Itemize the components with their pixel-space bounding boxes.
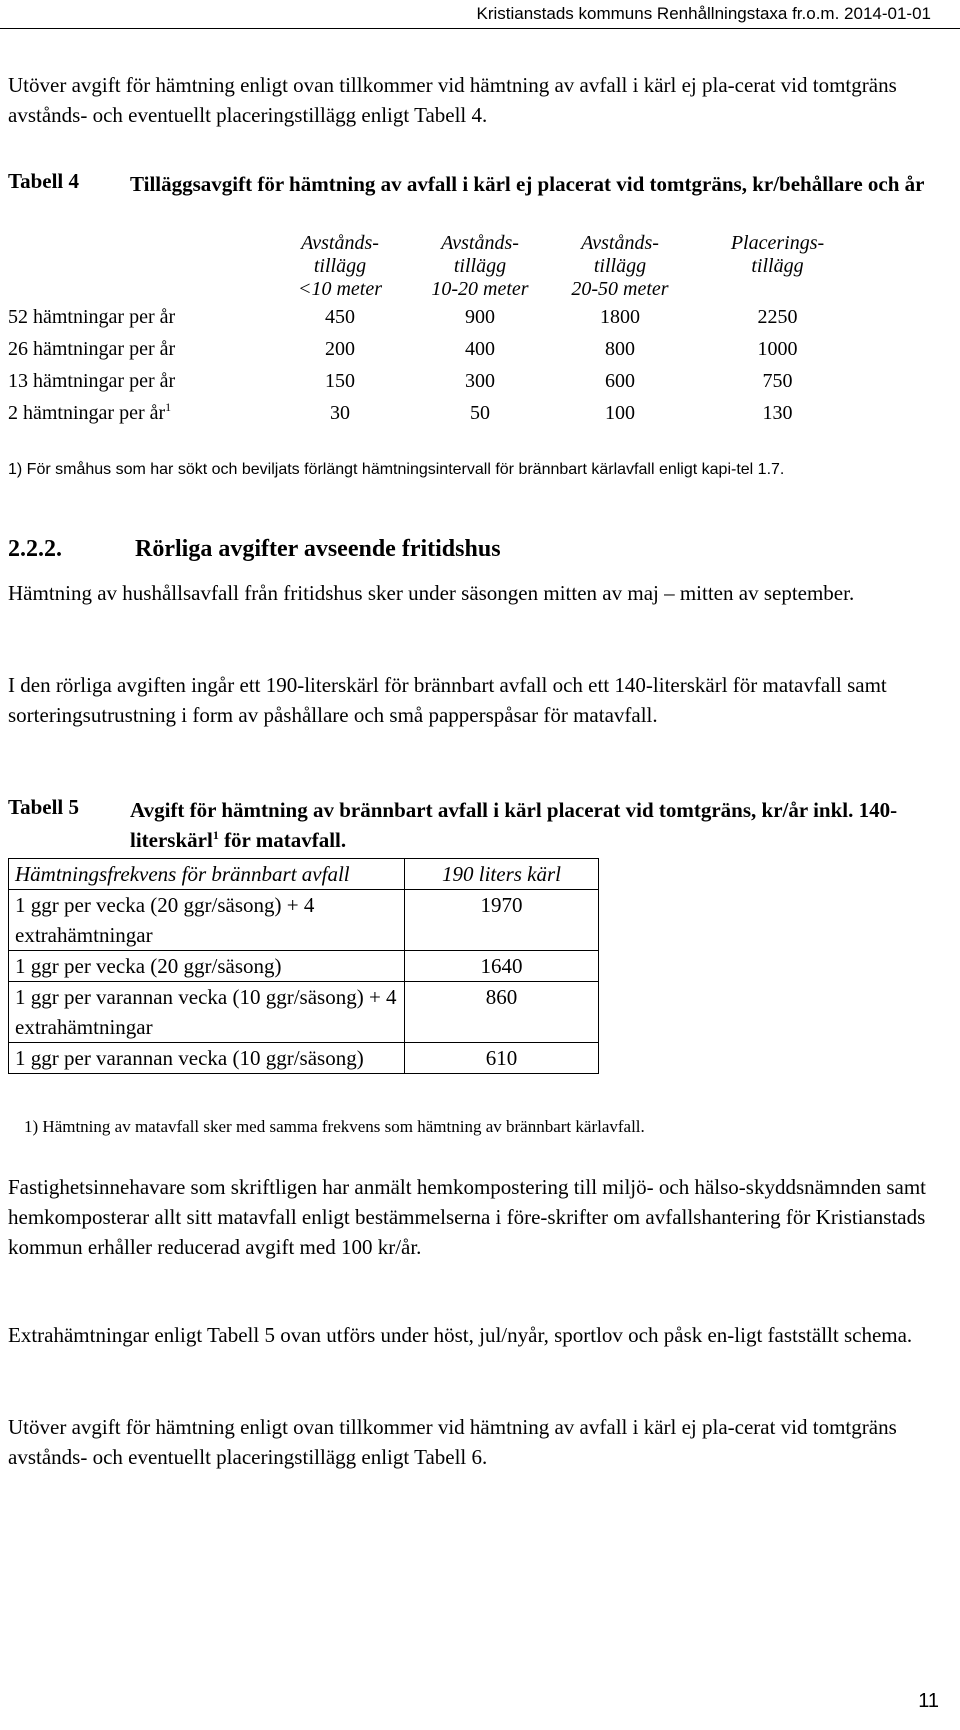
table4 <box>8 232 865 429</box>
table-cell: 2250 <box>757 305 798 328</box>
table-row <box>9 951 599 982</box>
table5-header-cell: 190 liters kärl <box>405 859 599 890</box>
table-cell: 130 <box>762 401 793 424</box>
table-cell: 1640 <box>405 951 599 982</box>
section-title: Rörliga avgifter avseende fritidshus <box>135 536 501 562</box>
table-cell: 800 <box>605 337 635 360</box>
table4-header-cell: Placerings- tillägg <box>730 232 825 277</box>
row-label: 26 hämtningar per år <box>8 337 176 360</box>
row-label: 13 hämtningar per år <box>8 369 176 392</box>
row-label: 1 ggr per vecka (20 ggr/säsong) + 4 extrahämtningar <box>9 890 405 951</box>
table5-caption: Avgift för hämtning av brännbart avfall i kärl placerat vid tomtgräns, kr/år inkl. 140-literskärl$^1$ för matavfall. <box>130 798 898 852</box>
table-row <box>9 890 599 951</box>
footnote-marker: 1 <box>212 828 219 842</box>
table-row <box>9 982 599 1043</box>
row-label: 52 hämtningar per år <box>8 305 176 328</box>
running-header: Kristianstads kommuns Renhållningstaxa fr.o.m. 2014-01-01 <box>476 4 931 23</box>
table-row <box>9 1043 599 1074</box>
header-rule <box>0 28 960 29</box>
table-cell: 610 <box>405 1043 599 1074</box>
table-cell: 750 <box>762 369 793 392</box>
table4-header-cell: Avstånds- tillägg <10 meter <box>297 232 383 300</box>
table5-header-cell: Hämtningsfrekvens för brännbart avfall <box>9 859 405 890</box>
table-cell: 1000 <box>757 337 798 360</box>
table-cell: 600 <box>605 369 635 392</box>
page-number: 11 <box>918 1690 939 1712</box>
table-row <box>8 301 865 333</box>
table4-header-empty <box>8 232 270 301</box>
table4-caption: Tilläggsavgift för hämtning av avfall i kärl ej placerat vid tomtgräns, kr/behållare och år <box>130 172 925 196</box>
table4-header-row <box>8 232 865 301</box>
table5 <box>8 858 599 1074</box>
table-cell: 150 <box>325 369 355 392</box>
table5-footnote: 1) Hämtning av matavfall sker med samma frekvens som hämtning av brännbart kärlavfall. <box>24 1117 645 1136</box>
extra-pickup-paragraph: Extrahämtningar enligt Tabell 5 ovan utförs under höst, jul/nyår, sportlov och påsk en-ligt fastställt schema. <box>8 1323 913 1347</box>
table-cell: 900 <box>465 305 495 328</box>
table-cell: 1800 <box>600 305 640 328</box>
table4-footnote: 1) För småhus som har sökt och beviljats förlängt hämtningsintervall för brännbart kärlavfall enligt kapi-tel 1.7. <box>8 461 785 478</box>
row-label: 1 ggr per varannan vecka (10 ggr/säsong) + 4 extrahämtningar <box>9 982 405 1043</box>
row-label: 2 hämtningar per $år^1$ <box>8 399 172 424</box>
footnote-marker: 1 <box>165 399 172 414</box>
outro-paragraph: Utöver avgift för hämtning enligt ovan tillkommer vid hämtning av avfall i kärl ej pla-cerat vid tomtgräns avstånds- och eventuellt placeringstillägg enligt Tabell 6. <box>8 1415 897 1469</box>
section-paragraph-2: I den rörliga avgiften ingår ett 190-literskärl för brännbart avfall och ett 140-literskärl för matavfall samt sorteringsutrustning i form av påshållare och små papperspåsar för matavfall. <box>8 673 887 727</box>
table-cell: 200 <box>325 337 355 360</box>
table-cell: 400 <box>465 337 495 360</box>
table-cell: 1970 <box>405 890 599 951</box>
row-label: 1 ggr per vecka (20 ggr/säsong) <box>9 951 405 982</box>
table-row <box>8 397 865 429</box>
row-label: 1 ggr per varannan vecka (10 ggr/säsong) <box>9 1043 405 1074</box>
table-cell: 30 <box>330 401 350 424</box>
table4-header-cell: Avstånds- tillägg 20-50 meter <box>571 232 669 300</box>
table-row <box>8 333 865 365</box>
table-row <box>8 365 865 397</box>
table5-header-row <box>9 859 599 890</box>
table-cell: 450 <box>325 305 355 328</box>
table4-header-cell: Avstånds- tillägg 10-20 meter <box>431 232 529 300</box>
table-cell: 300 <box>465 369 495 392</box>
section-number: 2.2.2. <box>8 536 62 562</box>
intro-paragraph: Utöver avgift för hämtning enligt ovan tillkommer vid hämtning av avfall i kärl ej pla-cerat vid tomtgräns avstånds- och eventuellt placeringstillägg enligt Tabell 4. <box>8 73 897 127</box>
table4-label: Tabell 4 <box>8 169 79 193</box>
compost-paragraph: Fastighetsinnehavare som skriftligen har anmält hemkompostering till miljö- och hälso-skyddsnämnden samt hemkomposterar allt sitt matavfall enligt bestämmelserna i före-skrifter om avfallshantering för Kristianstads kommun erhåller reducerad avgift med 100 kr/år. <box>8 1175 927 1259</box>
table-cell: 860 <box>405 982 599 1043</box>
section-paragraph-1: Hämtning av hushållsavfall från fritidshus sker under säsongen mitten av maj – mitten av september. <box>8 581 855 605</box>
table5-label: Tabell 5 <box>8 795 79 819</box>
table-cell: 100 <box>605 401 635 424</box>
table-cell: 50 <box>470 401 490 424</box>
